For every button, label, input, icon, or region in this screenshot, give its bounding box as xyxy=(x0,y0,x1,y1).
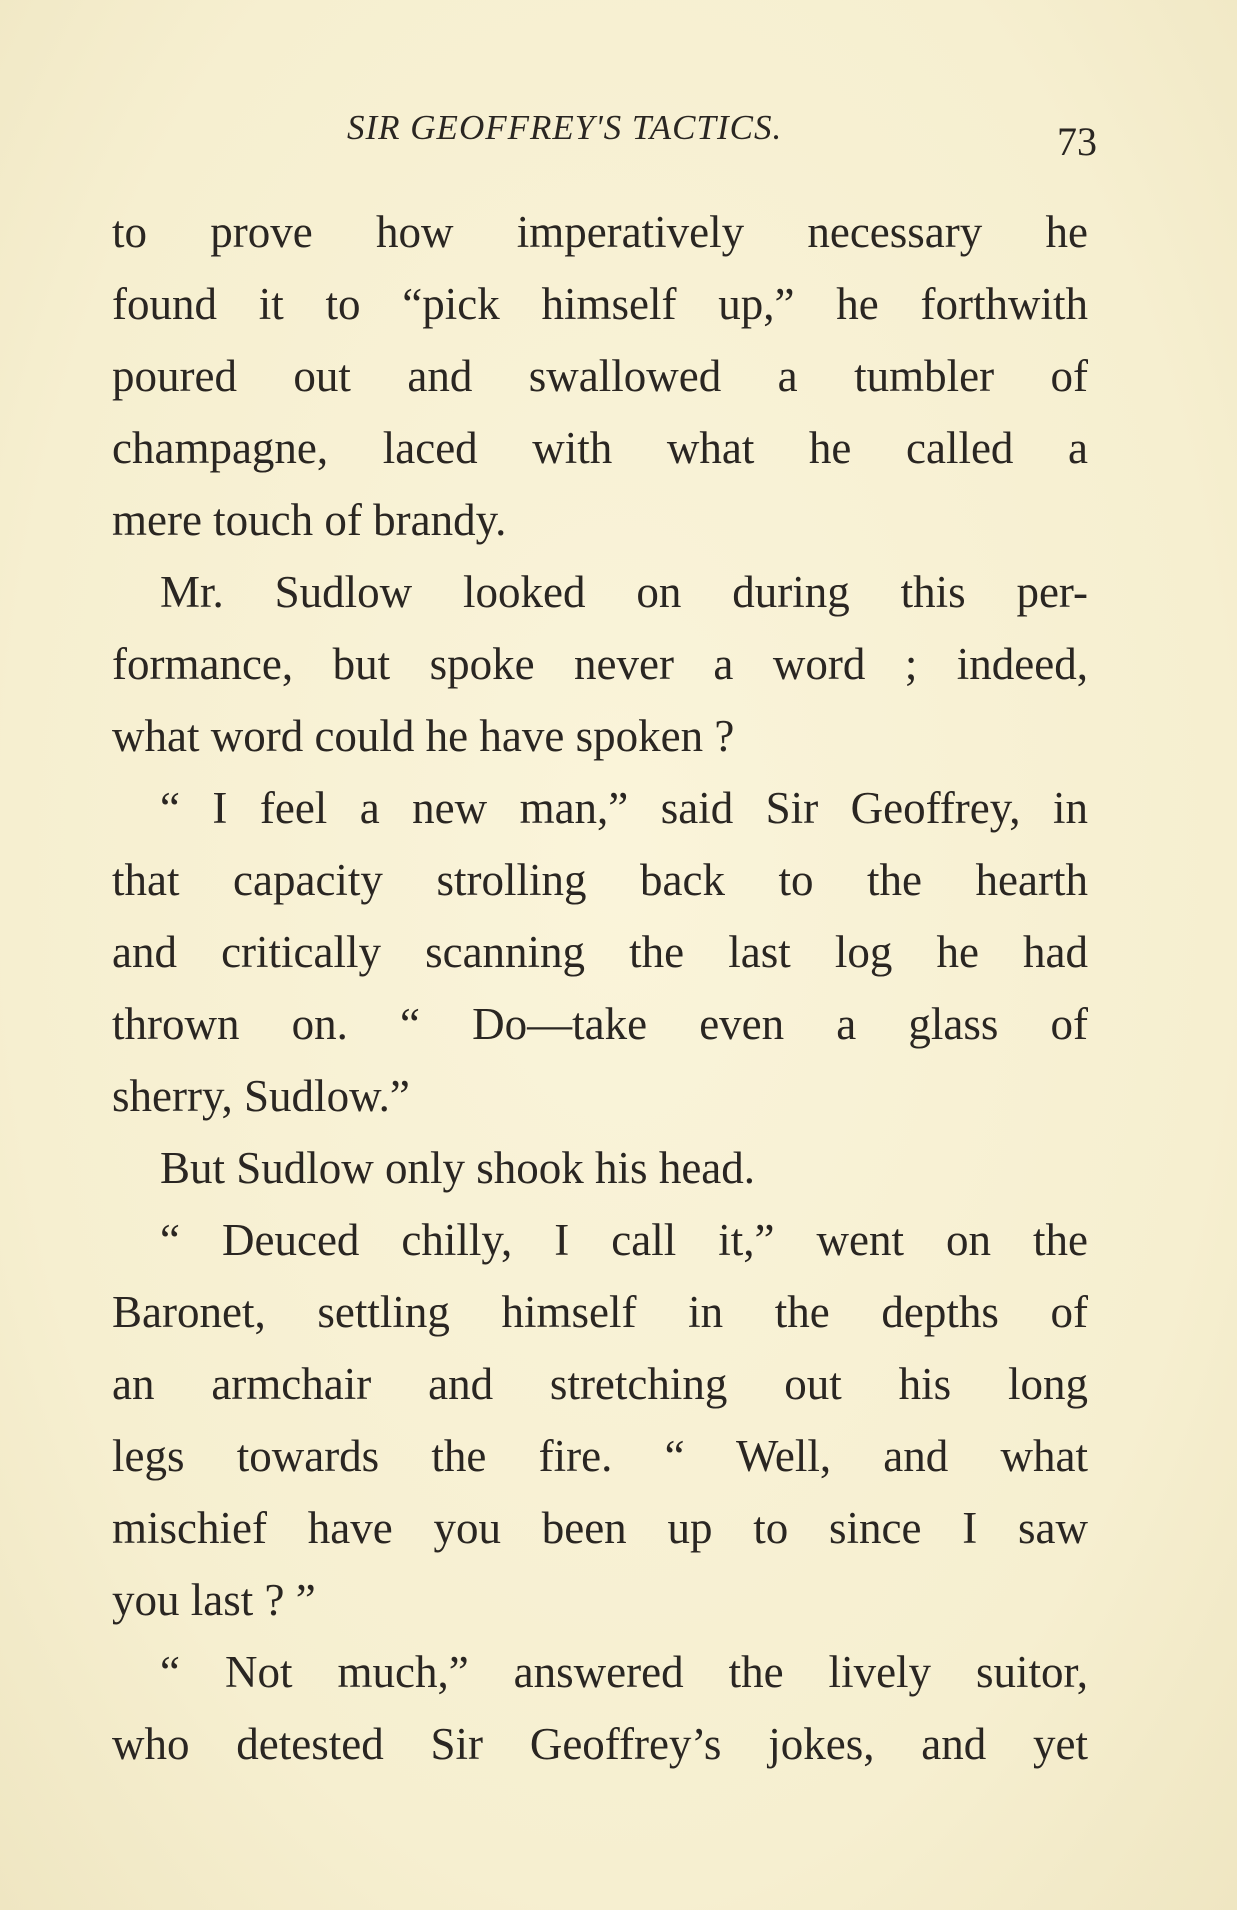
text-line: mischief have you been up to since I saw xyxy=(112,1503,1088,1553)
page-number: 73 xyxy=(1057,119,1097,164)
text-line: what word could he have spoken ? xyxy=(112,711,735,761)
text-line: “ Not much,” answered the lively suitor, xyxy=(160,1647,1088,1697)
text-line: champagne, laced with what he called a xyxy=(112,423,1088,473)
text-line: formance, but spoke never a word ; indeed, xyxy=(112,639,1088,689)
text-line: to prove how imperatively necessary he xyxy=(112,207,1088,257)
text-line: Baronet, settling himself in the depths of xyxy=(112,1287,1088,1337)
text-line: that capacity strolling back to the hearth xyxy=(112,855,1088,905)
body-text xyxy=(112,196,1088,1780)
text-line: an armchair and stretching out his long xyxy=(112,1359,1088,1409)
page-header xyxy=(0,98,1237,164)
text-line: But Sudlow only shook his head. xyxy=(160,1143,756,1193)
text-line: “ I feel a new man,” said Sir Geoffrey, in xyxy=(160,783,1088,833)
text-line: and critically scanning the last log he had xyxy=(112,927,1088,977)
text-line: thrown on. “ Do—take even a glass of xyxy=(112,999,1088,1049)
text-line: sherry, Sudlow.” xyxy=(112,1071,410,1121)
text-line: who detested Sir Geoffrey’s jokes, and yet xyxy=(112,1719,1088,1769)
running-title: SIR GEOFFREY'S TACTICS. xyxy=(347,108,783,147)
text-line: you last ? ” xyxy=(112,1575,316,1625)
text-line: legs towards the fire. “ Well, and what xyxy=(112,1431,1088,1481)
text-line: poured out and swallowed a tumbler of xyxy=(112,351,1088,401)
text-line: found it to “pick himself up,” he forthwith xyxy=(112,279,1088,329)
text-line: “ Deuced chilly, I call it,” went on the xyxy=(160,1215,1088,1265)
text-line: Mr. Sudlow looked on during this per- xyxy=(160,567,1088,617)
text-line: mere touch of brandy. xyxy=(112,495,507,545)
